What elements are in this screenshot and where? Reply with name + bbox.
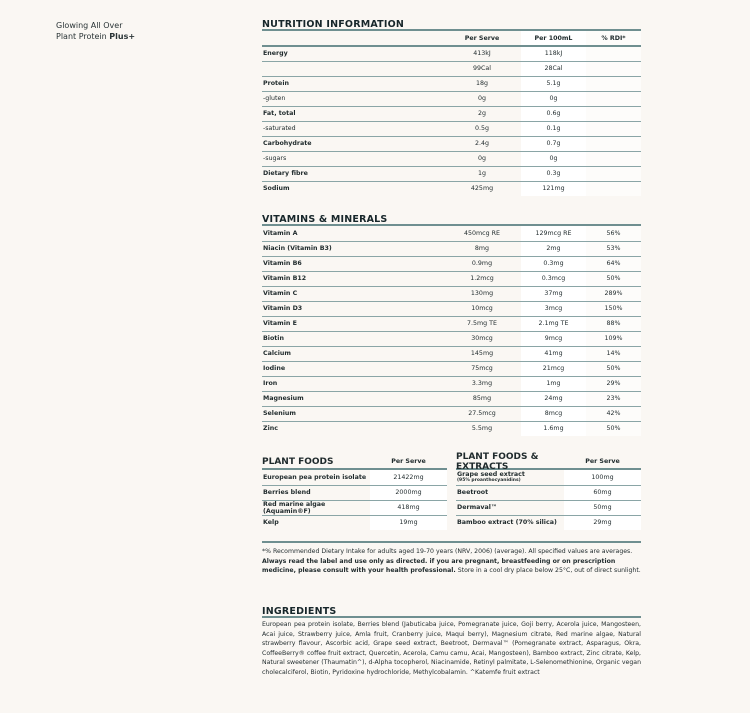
per-serve-value: 0.5g [443,121,521,136]
vitamin-name: Iodine [262,361,443,376]
per-serve-value: 3.3mg [443,376,521,391]
table-row [262,391,641,406]
ingredient-name: Berries blend [262,485,370,500]
per-100ml-value: 0.3g [521,166,586,181]
table-row [262,515,447,530]
table-row [262,316,641,331]
ingredient-label: Beetroot [457,489,489,496]
per-100ml-value: 9mcg [521,331,586,346]
vitamins-section [262,213,641,436]
rdi-value: 50% [586,421,641,436]
product-name [56,20,135,42]
vitamin-name: Vitamin B6 [262,256,443,271]
table-row [262,500,447,515]
rdi-value: 14% [586,346,641,361]
rdi-value: 50% [586,271,641,286]
vitamins-title: VITAMINS & MINERALS [262,213,641,226]
rdi-value [586,76,641,91]
table-row [262,166,641,181]
rdi-value: 109% [586,331,641,346]
table-row [262,346,641,361]
vitamin-name: Biotin [262,331,443,346]
per-serve-value: 85mg [443,391,521,406]
per-100ml-value: 0.3mcg [521,271,586,286]
per-100ml-value: 5.1g [521,76,586,91]
table-row [262,421,641,436]
plant-extracts-section [456,451,641,530]
rdi-value: 29% [586,376,641,391]
rdi-value [586,136,641,151]
table-row [262,76,641,91]
nutrient-name: Energy [262,46,443,61]
table-row [262,331,641,346]
ingredient-name [456,500,564,515]
per-serve-value: 2000mg [370,485,447,500]
per-100ml-value: 28Cal [521,61,586,76]
rdi-value: 150% [586,301,641,316]
per-serve-value: 10mcg [443,301,521,316]
vitamin-name: Selenium [262,406,443,421]
table-row [456,470,641,485]
rdi-value: 50% [586,361,641,376]
per-serve-value: 413kJ [443,46,521,61]
table-row [262,106,641,121]
ingredient-name [456,470,564,485]
per-100ml-value: 3mcg [521,301,586,316]
per-serve-value: 2g [443,106,521,121]
per-serve-value: 100mg [564,470,641,485]
ingredient-label: Dermaval™ [457,504,498,511]
table-row [262,286,641,301]
vitamin-name: Niacin (Vitamin B3) [262,241,443,256]
table-row [262,485,447,500]
rdi-value: 88% [586,316,641,331]
per-100ml-value: 0.3mg [521,256,586,271]
per-100ml-value: 1mg [521,376,586,391]
vitamin-name: Magnesium [262,391,443,406]
per-serve-value: 1g [443,166,521,181]
header-per-100ml: Per 100mL [521,31,586,46]
table-row [262,241,641,256]
per-100ml-value: 129mcg RE [521,226,586,241]
table-row [262,256,641,271]
ingredient-label: Grape seed extract [457,471,525,479]
per-100ml-value: 0g [521,151,586,166]
vitamin-name: Zinc [263,425,278,433]
rdi-value [586,46,641,61]
ingredient-name: Kelp [263,519,279,527]
table-row [262,271,641,286]
table-row [262,91,641,106]
nutrition-section [262,18,641,196]
ingredients-section [262,605,641,677]
per-serve-value: 418mg [370,500,447,515]
per-100ml-value: 24mg [521,391,586,406]
per-100ml-value: 2mg [521,241,586,256]
table-row [456,515,641,530]
rdi-value [586,166,641,181]
ingredient-name: European pea protein isolate [262,470,370,485]
rdi-value [586,91,641,106]
vitamin-name: Vitamin E [262,316,443,331]
table-row [262,301,641,316]
table-row [262,226,641,241]
ingredient-note: (95% proanthocyanidins) [457,478,521,484]
plant-foods-section [262,455,447,530]
nutrient-name: Sodium [263,185,290,193]
ingredient-label: Bamboo extract (70% silica) [457,519,557,527]
table-row [262,376,641,391]
per-serve-value: 7.5mg TE [443,316,521,331]
nutrient-name: -saturated [262,121,443,136]
per-serve-value: 0g [443,91,521,106]
per-100ml-value: 2.1mg TE [521,316,586,331]
per-serve-value: 30mcg [443,331,521,346]
per-serve-value: 99Cal [443,61,521,76]
nutrient-name [262,61,443,76]
per-100ml-value: 1.6mg [521,421,586,436]
per-serve-value: 60mg [564,485,641,500]
header-per-serve: Per Serve [443,31,521,46]
footnote-storage: Store in a cool dry place below 25°C, out of direct sunlight. [455,567,641,574]
rdi-value [586,121,641,136]
product-line1: Glowing All Over [56,21,123,30]
rdi-value [586,151,641,166]
per-serve-value: 425mg [470,185,494,193]
per-serve-value: 145mg [443,346,521,361]
vitamin-name: Vitamin D3 [262,301,443,316]
per-100ml-value: 37mg [521,286,586,301]
rdi-value [586,181,641,196]
vitamin-name: Iron [262,376,443,391]
rdi-value: 56% [586,226,641,241]
ingredient-name: Red marine algae (Aquamin®F) [262,500,370,515]
table-row [456,485,641,500]
rdi-value: 64% [586,256,641,271]
plant-extracts-header: Per Serve [585,458,620,465]
vitamin-name: Vitamin A [262,226,443,241]
per-100ml-value: 8mcg [521,406,586,421]
table-row [262,361,641,376]
plant-foods-header: Per Serve [391,458,426,465]
nutrient-name: Dietary fibre [262,166,443,181]
nutrient-name: -gluten [262,91,443,106]
nutrition-table [262,31,641,196]
nutrition-title: NUTRITION INFORMATION [262,18,641,31]
table-row [262,470,447,485]
rdi-value: 53% [586,241,641,256]
per-100ml-value: 0.1g [521,121,586,136]
table-row [262,121,641,136]
header-rdi: % RDI* [586,31,641,46]
per-serve-value: 1.2mcg [443,271,521,286]
table-row [262,181,641,196]
table-row [262,151,641,166]
rdi-value: 42% [586,406,641,421]
per-serve-value: 27.5mcg [443,406,521,421]
per-100ml-value: 0.7g [521,136,586,151]
per-serve-value: 50mg [564,500,641,515]
rdi-value [586,106,641,121]
table-row [262,61,641,76]
table-row [262,46,641,61]
per-100ml-value: 0g [521,91,586,106]
per-serve-value: 450mcg RE [443,226,521,241]
plant-extracts-title: PLANT FOODS & EXTRACTS [456,451,539,472]
per-serve-value: 75mcg [443,361,521,376]
vitamins-table [262,226,641,436]
table-row [262,136,641,151]
per-100ml-value: 0.6g [521,106,586,121]
plant-extracts-table [456,470,641,530]
per-serve-value: 130mg [443,286,521,301]
ingredients-text: European pea protein isolate, Berries blend (Jabuticaba juice, Pomegranate juice, Goji berry, Acerola juice, Mangosteen, Acai juice, Strawberry juice, Amla fruit, Cranberry juice, Maqui berry), Magnesium citrate, Red marine algae, Natural strawberry flavour, Ascorbic acid, Grape seed extract, Beetroot, Dermaval™ (Pomegranate extract, Asparagus, Okra, CoffeeBerry® coffee fruit extract, Quercetin, Acerola, Camu camu, Acai, Mangosteen), Bamboo extract, Zinc citrate, Kelp, Natural sweetener (Thaumatin^), d-Alpha tocopherol, Niacinamide, Retinyl palmitate, L-Selenomethionine, Organic vegan cholecalciferol, Biotin, Pyridoxine hydrochloride, Methylcobalamin. ^Katemfe fruit extract [262,621,641,676]
vitamin-name: Calcium [262,346,443,361]
footnote [262,541,641,576]
plant-foods-title: PLANT FOODS [262,456,334,467]
per-100ml-value: 41mg [521,346,586,361]
per-serve-value: 29mg [564,515,641,530]
per-serve-value: 2.4g [443,136,521,151]
table-row [456,500,641,515]
footnote-warning: Always read the label and use only as directed. if you are pregnant, breastfeeding or on prescription medicine, please consult with your health professional. [262,557,616,574]
per-serve-value: 8mg [443,241,521,256]
rdi-value: 289% [586,286,641,301]
rdi-value: 23% [586,391,641,406]
per-100ml-value: 118kJ [521,46,586,61]
per-serve-value: 18g [443,76,521,91]
ingredient-name [456,485,564,500]
product-line2: Plant Protein [56,32,107,41]
nutrient-name: Carbohydrate [262,136,443,151]
per-serve-value: 0g [443,151,521,166]
ingredients-title: INGREDIENTS [262,605,641,618]
nutrient-name: Protein [262,76,443,91]
footnote-text: *% Recommended Dietary Intake for adults aged 19-70 years (NRV, 2006) (average). All specified values are averages. [262,548,633,555]
rdi-value [586,61,641,76]
table-row [262,406,641,421]
per-serve-value: 5.5mg [471,425,493,433]
nutrient-name: Fat, total [262,106,443,121]
per-serve-value: 21422mg [370,470,447,485]
plant-foods-table [262,470,447,530]
per-100ml-value: 121mg [521,181,586,196]
product-plus: Plus+ [109,32,136,41]
ingredient-name [456,515,564,530]
vitamin-name: Vitamin B12 [262,271,443,286]
per-serve-value: 0.9mg [443,256,521,271]
per-serve-value: 19mg [370,515,447,530]
nutrient-name: -sugars [262,151,443,166]
per-100ml-value: 21mcg [521,361,586,376]
vitamin-name: Vitamin C [262,286,443,301]
